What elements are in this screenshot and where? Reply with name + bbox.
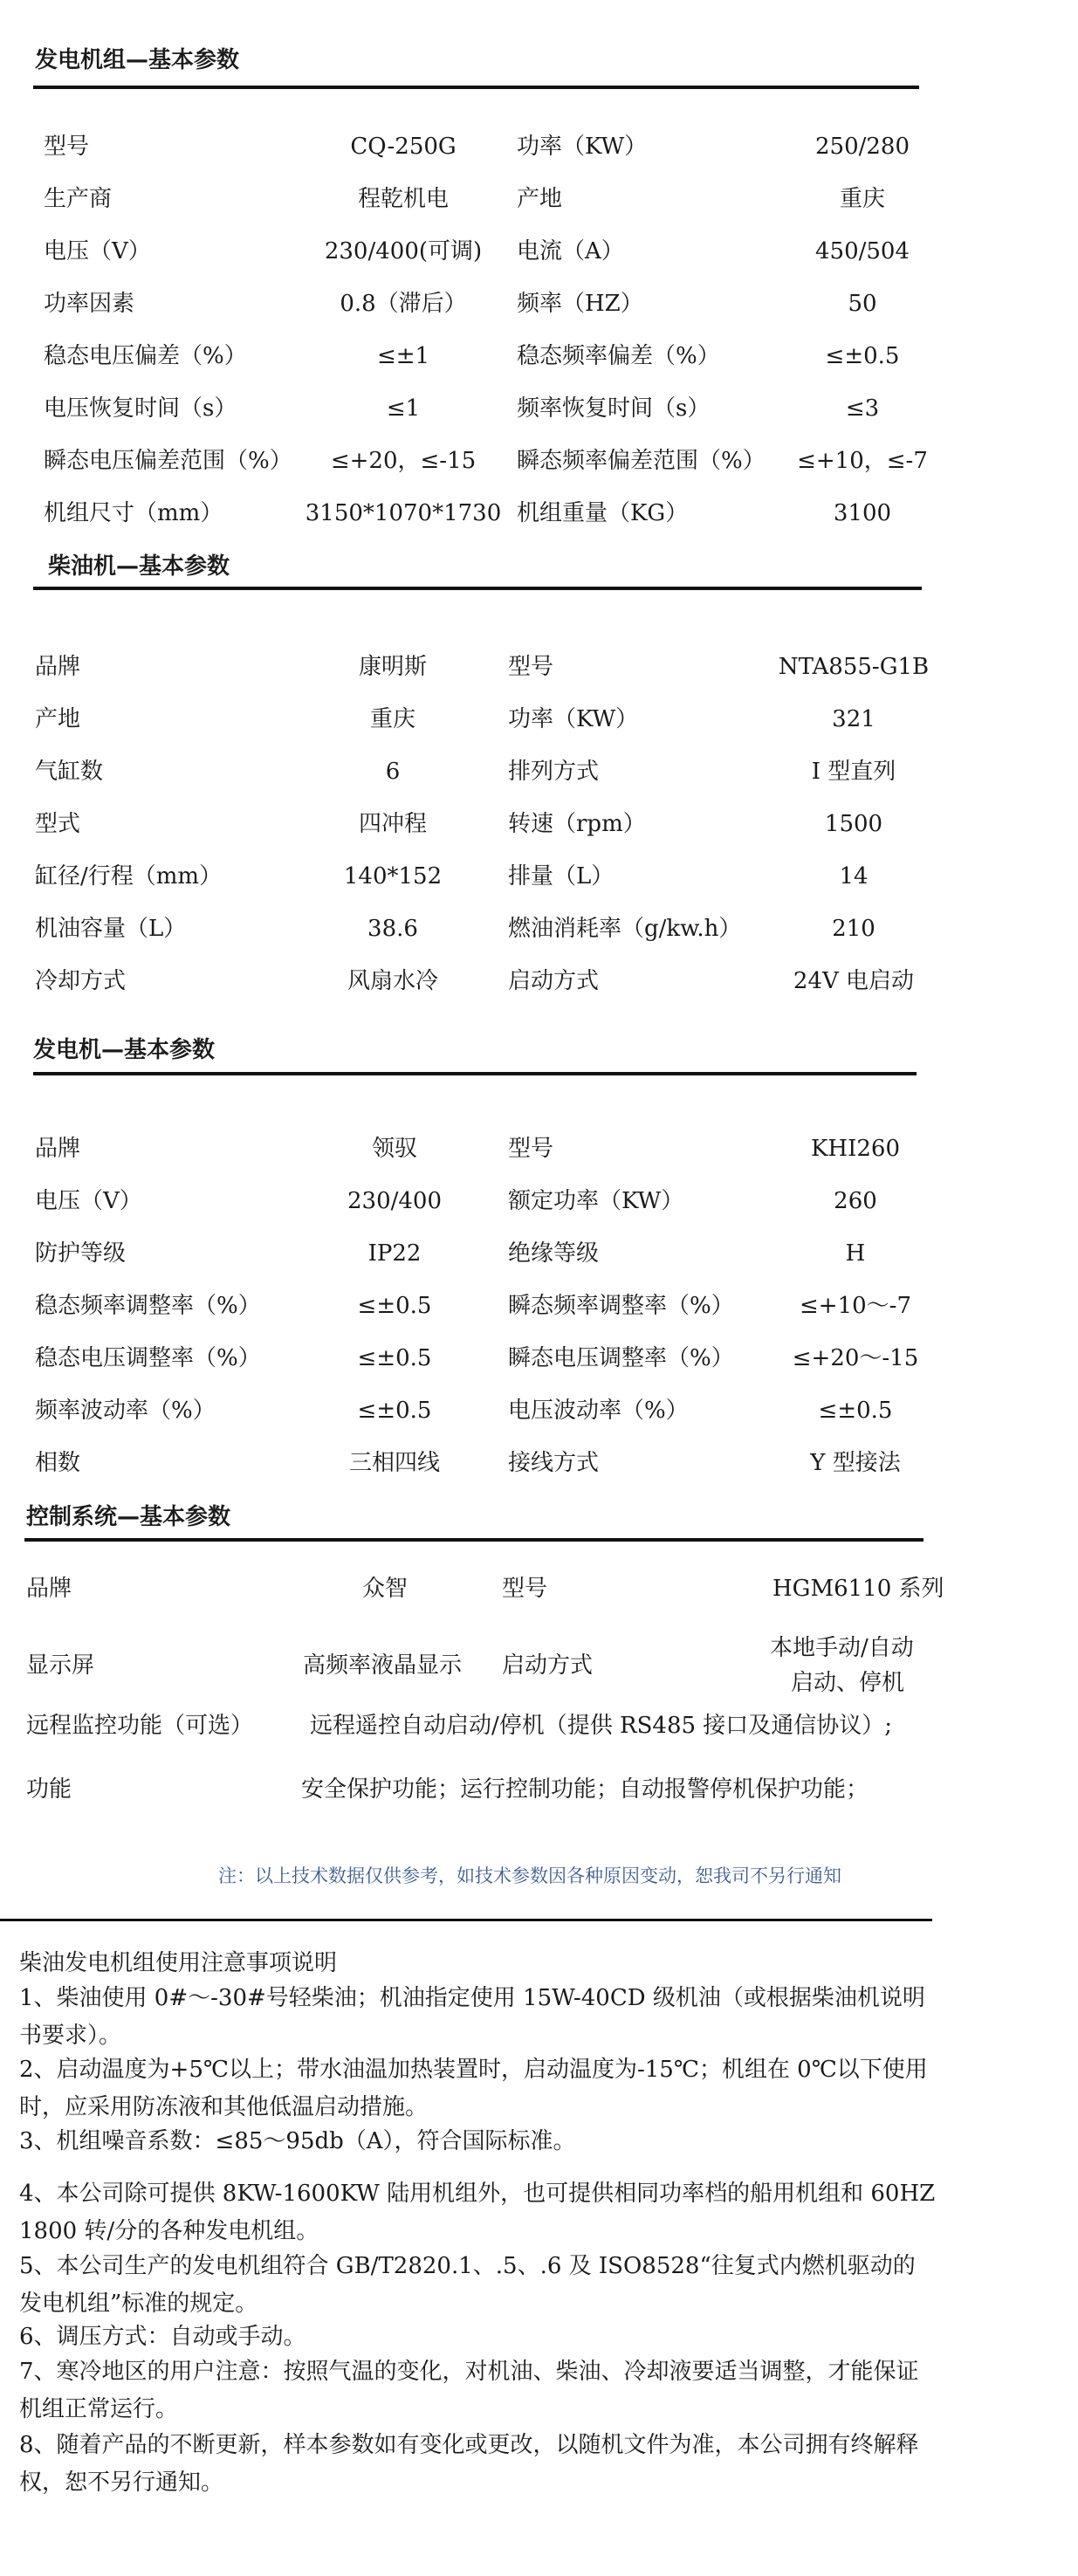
engine-label-2: 转速（rpm） — [508, 811, 646, 837]
engine-row — [0, 859, 1078, 894]
control-brand-label: 品牌 — [26, 1576, 72, 1602]
engine-value-2: I 型直列 — [811, 759, 896, 785]
alternator-label-2: 电压波动率（%） — [508, 1398, 689, 1424]
alternator-value-1: ≤±0.5 — [357, 1293, 432, 1319]
engine-label-2: 启动方式 — [508, 968, 600, 994]
notes-item: 2、启动温度为+5℃以上；带水油温加热装置时，启动温度为-15℃；机组在 0℃以下使用时，应采用防冻液和其他低温启动措施。 — [19, 2057, 928, 2120]
notes-item: 6、调压方式：自动或手动。 — [19, 2324, 306, 2350]
genset-value-2: 3100 — [833, 500, 892, 526]
control-function-value: 安全保护功能；运行控制功能；自动报警停机保护功能； — [301, 1776, 869, 1803]
alternator-row — [0, 1184, 1078, 1219]
genset-label-1: 稳态电压偏差（%） — [44, 343, 247, 369]
alternator-value-2: KHI260 — [811, 1136, 900, 1162]
footnote: 注：以上技术数据仅供参考，如技术参数因各种原因变动，恕我司不另行通知 — [218, 1865, 841, 1886]
control-row-remote — [0, 1708, 1078, 1743]
genset-label-2: 机组重量（KG） — [517, 500, 689, 526]
genset-row — [0, 286, 1078, 321]
control-title: 控制系统—基本参数 — [26, 1504, 231, 1530]
alternator-label-1: 相数 — [35, 1450, 81, 1476]
genset-label-2: 频率恢复时间（s） — [517, 395, 711, 422]
genset-value-1: ≤1 — [386, 395, 421, 422]
control-brand-value: 众智 — [362, 1576, 409, 1602]
control-start-value-2: 启动、停机 — [791, 1670, 905, 1696]
engine-value-2: 210 — [832, 916, 875, 942]
genset-value-2: 50 — [848, 291, 877, 317]
genset-row — [0, 339, 1078, 374]
control-model-value: HGM6110 系列 — [772, 1576, 944, 1602]
genset-label-1: 电压（V） — [44, 238, 151, 264]
engine-label-2: 型号 — [508, 654, 554, 680]
engine-value-2: 24V 电启动 — [793, 968, 915, 994]
footnote-rule — [0, 1919, 932, 1921]
alternator-label-1: 频率波动率（%） — [35, 1398, 216, 1424]
engine-title-rule — [33, 587, 922, 590]
control-title-rule — [24, 1538, 924, 1542]
alternator-label-2: 绝缘等级 — [508, 1240, 600, 1267]
control-remote-label: 远程监控功能（可选） — [26, 1713, 254, 1739]
engine-value-1: 重庆 — [369, 706, 415, 732]
engine-label-1: 冷却方式 — [35, 968, 127, 994]
control-start-value-1: 本地手动/自动 — [770, 1635, 914, 1661]
genset-label-2: 瞬态频率偏差范围（%） — [517, 448, 766, 474]
genset-value-1: 程乾机电 — [357, 186, 449, 212]
genset-value-1: ≤+20，≤-15 — [330, 448, 477, 474]
genset-label-1: 型号 — [44, 134, 90, 160]
alternator-value-2: ≤+20～-15 — [792, 1345, 919, 1371]
alternator-row — [0, 1341, 1078, 1376]
genset-value-1: CQ-250G — [350, 134, 457, 160]
engine-label-1: 品牌 — [35, 654, 81, 680]
genset-value-2: ≤3 — [845, 395, 880, 422]
genset-row — [0, 182, 1078, 216]
alternator-value-2: Y 型接法 — [810, 1450, 901, 1476]
genset-row — [0, 234, 1078, 269]
control-display-label: 显示屏 — [26, 1652, 95, 1679]
control-row-function — [0, 1772, 1078, 1807]
notes-title: 柴油发电机组使用注意事项说明 — [19, 1950, 338, 1976]
engine-value-2: 321 — [832, 706, 875, 732]
alternator-label-2: 额定功率（KW） — [508, 1188, 684, 1214]
alternator-row — [0, 1393, 1078, 1428]
alternator-value-1: 三相四线 — [348, 1450, 440, 1476]
alternator-row — [0, 1288, 1078, 1323]
genset-row — [0, 443, 1078, 478]
alternator-value-2: 260 — [834, 1188, 877, 1214]
engine-row — [0, 964, 1078, 999]
engine-title: 柴油机—基本参数 — [48, 553, 230, 580]
engine-value-2: 1500 — [824, 811, 883, 837]
genset-label-1: 生产商 — [44, 186, 113, 212]
genset-value-2: 450/504 — [814, 238, 910, 264]
engine-label-2: 排量（L） — [508, 863, 615, 890]
genset-value-2: ≤+10，≤-7 — [797, 448, 928, 474]
genset-label-1: 机组尺寸（mm） — [44, 500, 223, 526]
alternator-label-2: 瞬态频率调整率（%） — [508, 1293, 734, 1319]
control-row-brand — [0, 1571, 1078, 1606]
alternator-label-1: 稳态频率调整率（%） — [35, 1293, 261, 1319]
alternator-label-2: 接线方式 — [508, 1450, 600, 1476]
engine-label-1: 缸径/行程（mm） — [35, 863, 223, 890]
engine-value-2: 14 — [839, 863, 869, 890]
genset-value-1: ≤±1 — [376, 343, 430, 369]
genset-title: 发电机组—基本参数 — [35, 47, 240, 73]
alternator-value-1: ≤±0.5 — [357, 1398, 432, 1424]
genset-title-rule — [33, 86, 919, 89]
alternator-label-1: 电压（V） — [35, 1188, 142, 1214]
genset-value-1: 0.8（滞后） — [340, 291, 467, 317]
genset-label-1: 瞬态电压偏差范围（%） — [44, 448, 292, 474]
engine-label-1: 产地 — [35, 706, 81, 732]
alternator-value-1: IP22 — [367, 1240, 422, 1267]
control-remote-value: 远程遥控自动启动/停机（提供 RS485 接口及通信协议）; — [310, 1713, 893, 1739]
genset-row — [0, 496, 1078, 531]
alternator-title: 发电机—基本参数 — [33, 1037, 216, 1063]
engine-label-1: 型式 — [35, 811, 81, 837]
genset-row — [0, 129, 1078, 164]
engine-label-1: 机油容量（L） — [35, 916, 187, 942]
genset-row — [0, 391, 1078, 426]
alternator-row — [0, 1446, 1078, 1480]
genset-label-2: 稳态频率偏差（%） — [517, 343, 720, 369]
genset-label-2: 电流（A） — [517, 238, 624, 264]
engine-value-1: 四冲程 — [358, 811, 427, 837]
engine-label-2: 燃油消耗率（g/kw.h） — [508, 916, 742, 942]
engine-value-1: 风扇水冷 — [347, 968, 438, 994]
notes-item: 3、机组噪音系数：≤85～95db（A），符合国际标准。 — [19, 2128, 576, 2154]
control-display-value: 高频率液晶显示 — [303, 1652, 463, 1679]
engine-row — [0, 702, 1078, 737]
alternator-value-2: H — [845, 1240, 866, 1267]
alternator-label-2: 型号 — [508, 1136, 554, 1162]
genset-value-2: 重庆 — [839, 186, 885, 212]
notes-item: 7、寒冷地区的用户注意：按照气温的变化，对机油、柴油、冷却液要适当调整，才能保证机组正常运行。 — [19, 2359, 919, 2422]
genset-label-2: 功率（KW） — [517, 134, 648, 160]
engine-label-2: 排列方式 — [508, 759, 600, 785]
genset-value-2: 250/280 — [814, 134, 910, 160]
engine-value-2: NTA855-G1B — [778, 654, 930, 680]
control-row-display — [0, 1631, 1078, 1700]
engine-row — [0, 754, 1078, 789]
alternator-value-1: ≤±0.5 — [357, 1345, 432, 1371]
alternator-label-1: 防护等级 — [35, 1240, 127, 1267]
alternator-value-2: ≤±0.5 — [818, 1398, 893, 1424]
engine-value-1: 6 — [385, 759, 401, 785]
engine-row — [0, 649, 1078, 684]
control-function-label: 功能 — [26, 1776, 72, 1803]
alternator-value-1: 领驭 — [371, 1136, 417, 1162]
alternator-label-2: 瞬态电压调整率（%） — [508, 1345, 734, 1371]
alternator-value-2: ≤+10～-7 — [800, 1293, 911, 1319]
genset-label-2: 产地 — [517, 186, 563, 212]
engine-label-2: 功率（KW） — [508, 706, 639, 732]
genset-label-1: 功率因素 — [44, 291, 135, 317]
alternator-row — [0, 1236, 1078, 1271]
genset-value-1: 230/400(可调) — [324, 238, 483, 264]
control-start-label: 启动方式 — [502, 1652, 594, 1679]
genset-label-1: 电压恢复时间（s） — [44, 395, 237, 422]
genset-value-2: ≤±0.5 — [825, 343, 900, 369]
alternator-title-rule — [33, 1072, 917, 1075]
genset-label-2: 频率（HZ） — [517, 291, 643, 317]
genset-value-1: 3150*1070*1730 — [305, 500, 502, 526]
control-model-label: 型号 — [502, 1576, 548, 1602]
notes-item: 1、柴油使用 0#～-30#号轻柴油；机油指定使用 15W-40CD 级机油（或根据柴油机说明书要求）。 — [19, 1985, 925, 2049]
engine-label-1: 气缸数 — [35, 759, 104, 785]
engine-value-1: 康明斯 — [358, 654, 427, 680]
alternator-label-1: 稳态电压调整率（%） — [35, 1345, 261, 1371]
alternator-row — [0, 1131, 1078, 1166]
notes-item: 8、随着产品的不断更新，样本参数如有变化或更改，以随机文件为准，本公司拥有终解释权，恕不另行通知。 — [19, 2432, 919, 2496]
notes-item: 4、本公司除可提供 8KW-1600KW 陆用机组外，也可提供相同功率档的船用机组和 60HZ 1800 转/分的各种发电机组。 — [19, 2181, 936, 2244]
notes-item: 5、本公司生产的发电机组符合 GB/T2820.1、.5、.6 及 ISO8528“往复式内燃机驱动的发电机组”标准的规定。 — [19, 2253, 916, 2317]
alternator-label-1: 品牌 — [35, 1136, 81, 1162]
engine-row — [0, 807, 1078, 841]
engine-value-1: 38.6 — [367, 916, 418, 942]
alternator-value-1: 230/400 — [347, 1188, 442, 1214]
engine-value-1: 140*152 — [343, 863, 443, 890]
engine-row — [0, 911, 1078, 946]
